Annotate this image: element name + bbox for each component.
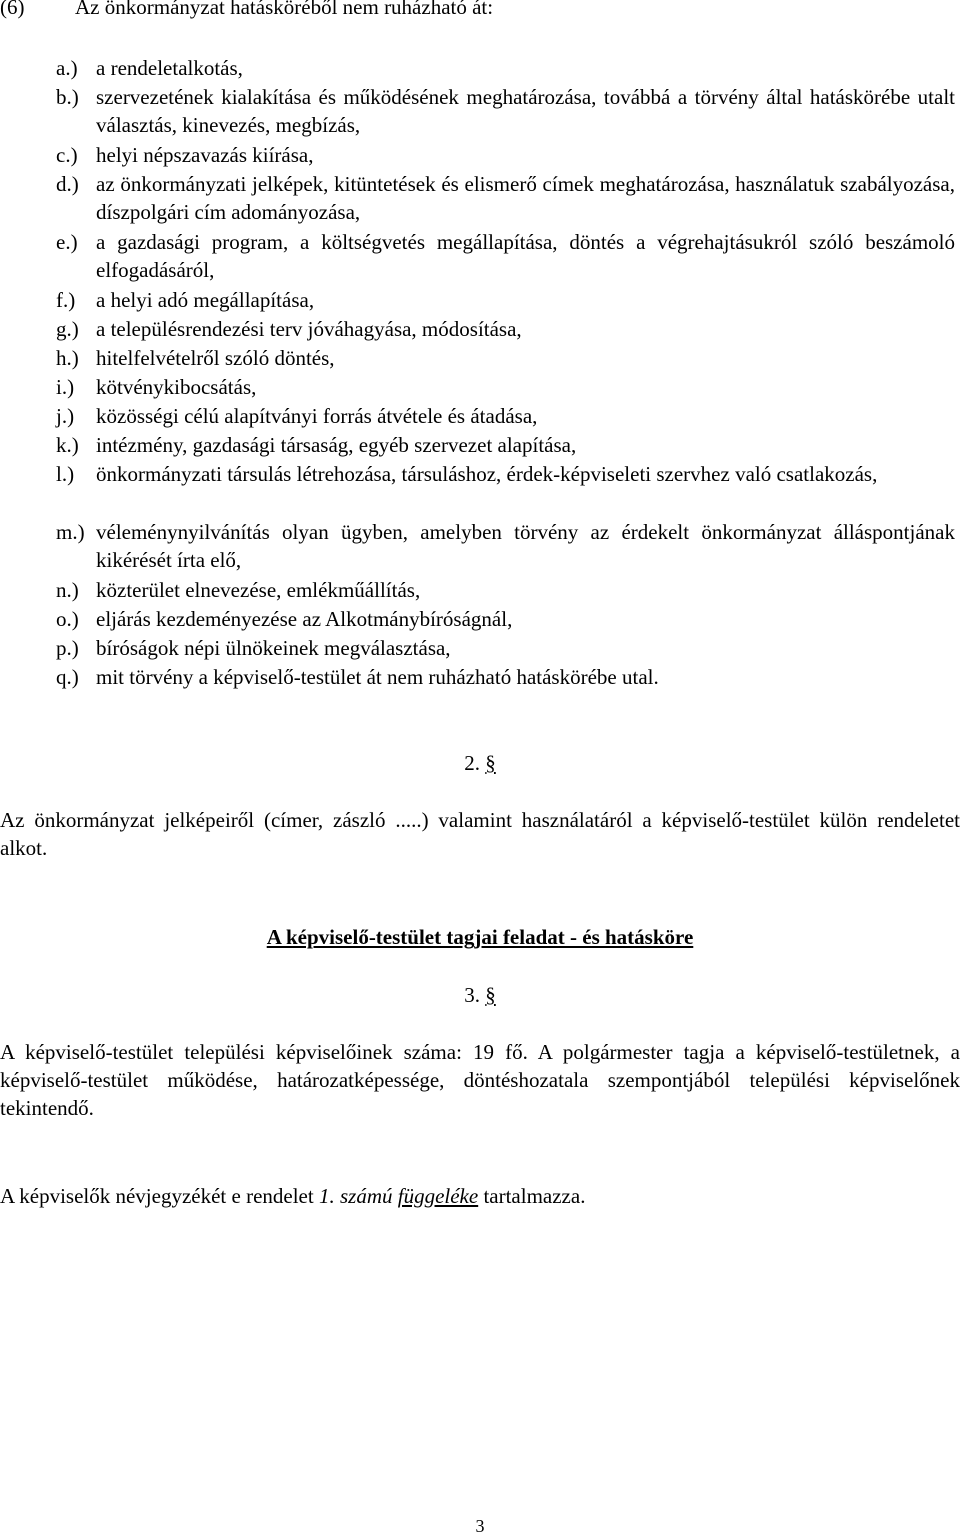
list-item: bíróságok népi ülnökeinek megválasztása, bbox=[96, 636, 451, 660]
appendix-link[interactable]: függeléke bbox=[397, 1184, 479, 1208]
list-item: véleménynyilvánítás olyan ügyben, amelyben törvény az érdekelt önkormányzat álláspontjának kikérését írta elő, bbox=[96, 520, 955, 572]
appendix-number: 1. számú bbox=[318, 1184, 393, 1208]
para-text: tartalmazza. bbox=[478, 1184, 586, 1208]
list-item: intézmény, gazdasági társaság, egyéb szervezet alapítása, bbox=[96, 433, 577, 457]
list-item: kötvénykibocsátás, bbox=[96, 375, 257, 399]
section-2-text: Az önkormányzat jelképeiről (címer, zászló .....) valamint használatáról a képviselő-testület külön rendeletet alkot. bbox=[0, 808, 960, 860]
list-label: l.) bbox=[56, 462, 75, 486]
list-label: g.) bbox=[56, 317, 79, 341]
section-3-heading bbox=[0, 981, 960, 1009]
list-item: a gazdasági program, a költségvetés megállapítása, döntés a végrehajtásukról szóló beszámoló elfogadásáról, bbox=[96, 230, 955, 282]
list-label: k.) bbox=[56, 433, 79, 457]
list-label: o.) bbox=[56, 607, 79, 631]
chapter-heading: A képviselő-testület tagjai feladat - és hatásköre bbox=[266, 925, 694, 949]
list-item: helyi népszavazás kiírása, bbox=[96, 143, 314, 167]
paragraph-symbol: § bbox=[485, 983, 496, 1007]
section-3-para-1: A képviselő-testület települési képviselőinek száma: 19 fő. A polgármester tagja a képviselő-testületnek, a képviselő-testület működése, határozatképessége, döntéshozatala szempontjából települési képviselőnek tekintendő. bbox=[0, 1040, 960, 1120]
section-6-title: Az önkormányzat hatásköréből nem ruházható át: bbox=[75, 0, 494, 19]
list-item: szervezetének kialakítása és működésének meghatározása, továbbá a törvény által hatáskörébe utalt választás, kinevezés, megbízás, bbox=[96, 85, 955, 137]
list-label: n.) bbox=[56, 578, 79, 602]
list-label: f.) bbox=[56, 288, 76, 312]
list-item: a településrendezési terv jóváhagyása, módosítása, bbox=[96, 317, 522, 341]
list-item: közterület elnevezése, emlékműállítás, bbox=[96, 578, 421, 602]
list-label: e.) bbox=[56, 230, 78, 254]
paragraph-symbol: § bbox=[485, 751, 496, 775]
list-label: p.) bbox=[56, 636, 79, 660]
list-label: d.) bbox=[56, 172, 79, 196]
list-label: h.) bbox=[56, 346, 79, 370]
section-6-number: (6) bbox=[0, 0, 25, 19]
section-2-heading bbox=[0, 749, 960, 777]
list-item: közösségi célú alapítványi forrás átvétele és átadása, bbox=[96, 404, 538, 428]
list-item: önkormányzati társulás létrehozása, társuláshoz, érdek-képviseleti szervhez való csatlakozás, bbox=[96, 462, 878, 486]
section-number: 2. bbox=[464, 751, 480, 775]
list-label: j.) bbox=[56, 404, 75, 428]
page-number: 3 bbox=[475, 1516, 485, 1536]
list-item: mit törvény a képviselő-testület át nem ruházható hatáskörébe utal. bbox=[96, 665, 659, 689]
list-item: hitelfelvételről szóló döntés, bbox=[96, 346, 335, 370]
list-item: eljárás kezdeményezése az Alkotmánybíróságnál, bbox=[96, 607, 513, 631]
list-item: a rendeletalkotás, bbox=[96, 56, 243, 80]
section-number: 3. bbox=[464, 983, 480, 1007]
list-item: a helyi adó megállapítása, bbox=[96, 288, 315, 312]
para-text: A képviselők névjegyzékét e rendelet bbox=[0, 1184, 319, 1208]
list-label: q.) bbox=[56, 665, 79, 689]
section-3-para-2 bbox=[0, 1182, 960, 1210]
list-label: a.) bbox=[56, 56, 78, 80]
list-label: c.) bbox=[56, 143, 78, 167]
list-label: i.) bbox=[56, 375, 75, 399]
list-label: m.) bbox=[56, 520, 85, 544]
list-label: b.) bbox=[56, 85, 79, 109]
list-item: az önkormányzati jelképek, kitüntetések és elismerő címek meghatározása, használatuk szabályozása, díszpolgári cím adományozása, bbox=[96, 172, 955, 224]
